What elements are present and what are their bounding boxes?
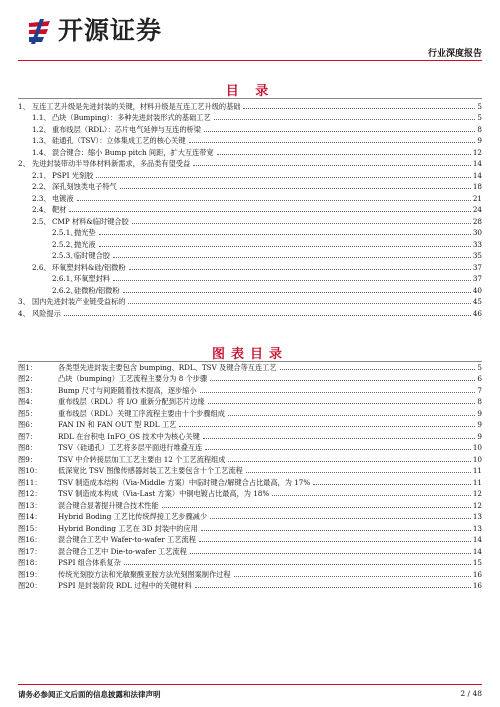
entry-title: TSV（硅通孔）工艺将多层平面进行堆叠互连: [58, 443, 203, 452]
toc-entry[interactable]: [18, 168, 482, 180]
entry-number: 1.1、: [32, 113, 51, 122]
entry-number: 2.6、: [32, 262, 51, 272]
figure-entry[interactable]: [18, 579, 482, 591]
entry-page: 12: [472, 147, 482, 157]
figure-entry[interactable]: [18, 533, 482, 545]
dot-leader: [123, 292, 471, 293]
entry-title: 混合键合工艺中 Wafer-to-wafer 工艺流程: [58, 535, 196, 544]
entry-title: 混合键合工艺中 Die-to-wafer 工艺流程: [58, 546, 187, 556]
figure-entry[interactable]: [18, 498, 482, 510]
dot-leader: [246, 472, 471, 473]
figure-entry[interactable]: [18, 395, 482, 407]
entry-number: 2.1、: [32, 170, 51, 180]
entry-title: PSPI 组合体系复杂: [58, 558, 121, 567]
entry-page: 33: [472, 239, 482, 249]
entry-page: 8: [477, 397, 482, 406]
dot-leader: [203, 438, 476, 439]
dot-leader: [214, 119, 476, 120]
figure-entry[interactable]: [18, 567, 482, 579]
toc-entry[interactable]: [18, 272, 482, 284]
entry-number: 图9：: [18, 454, 37, 464]
entry-number: 1.2、: [32, 124, 51, 134]
entry-number: 3、: [18, 297, 30, 306]
entry-title: 传统光刻胶方法和光敏聚酰亚胺方法光刻图案制作过程: [58, 569, 231, 579]
entry-number: 2.5.1、: [52, 228, 78, 237]
toc-entry[interactable]: [18, 191, 482, 203]
toc-entry[interactable]: [18, 260, 482, 272]
entry-number: 图13：: [18, 500, 42, 510]
entry-title: 环氧塑封料&硅/铝微粉: [52, 262, 126, 272]
toc-entry[interactable]: [18, 111, 482, 123]
toc-entry[interactable]: [18, 203, 482, 215]
entry-title: 凸块（bumping）工艺流程主要分为 8 个步骤: [58, 374, 208, 383]
dot-leader: [243, 108, 475, 109]
dot-leader: [179, 426, 475, 427]
toc-entry[interactable]: [18, 249, 482, 261]
figure-entry[interactable]: [18, 406, 482, 418]
figure-entry[interactable]: [18, 510, 482, 522]
entry-number: 图6：: [18, 420, 37, 429]
entry-number: 1.3、: [32, 136, 51, 145]
dot-leader: [124, 564, 471, 565]
entry-page: 9: [477, 408, 482, 418]
entry-title: 硅通孔（TSV）：立体集成工艺的核心关键: [52, 136, 186, 145]
entry-page: 5: [477, 362, 482, 372]
entry-title: Hybrid Boding 工艺比传统焊接工艺步骤减少: [58, 512, 208, 521]
entry-page: 9: [477, 136, 482, 145]
entry-page: 37: [472, 274, 482, 283]
entry-title: 重布线层（RDL）关键工序流程主要由十个步骤组成: [58, 408, 225, 418]
figure-entry[interactable]: [18, 544, 482, 556]
figure-entry[interactable]: [18, 372, 482, 384]
entry-page: 6: [477, 374, 482, 383]
toc-entry[interactable]: [18, 214, 482, 226]
dot-leader: [120, 188, 471, 189]
figure-entry[interactable]: [18, 452, 482, 464]
dot-leader: [99, 246, 471, 247]
entry-title: PSPI 是封装阶段 RDL 过程中的关键材料: [58, 581, 192, 590]
dot-leader: [189, 142, 476, 143]
entry-number: 图19：: [18, 569, 42, 579]
entry-title: 重布线层（RDL）：芯片电气延伸与互连的桥梁: [52, 124, 201, 134]
entry-page: 14: [472, 535, 482, 544]
logo-text: 开源证券: [58, 16, 163, 45]
entry-page: 28: [472, 216, 482, 226]
entry-page: 10: [472, 454, 482, 464]
entry-title: 电镀液: [52, 193, 74, 203]
dot-leader: [205, 449, 471, 450]
entry-title: 靶材: [52, 205, 67, 214]
entry-page: 45: [472, 297, 482, 306]
toc-entry[interactable]: [18, 237, 482, 249]
entry-number: 图16：: [18, 535, 42, 544]
dot-leader: [193, 165, 471, 166]
figure-entry[interactable]: [18, 360, 482, 372]
dot-leader: [199, 541, 471, 542]
dot-leader: [195, 587, 471, 588]
entry-number: 2.3、: [32, 193, 51, 203]
entry-number: 2.6.1、: [52, 274, 78, 283]
toc-entry[interactable]: [18, 134, 482, 146]
entry-title: 深孔刻蚀类电子特气: [52, 182, 117, 191]
dot-leader: [69, 211, 470, 212]
entry-page: 9: [477, 431, 482, 441]
entry-number: 1.4、: [32, 147, 51, 157]
dot-leader: [228, 461, 470, 462]
entry-number: 2.2、: [32, 182, 51, 191]
toc-list: [18, 99, 482, 318]
toc-entry[interactable]: [18, 306, 482, 318]
entry-number: 4、: [18, 308, 30, 318]
toc-entry[interactable]: [18, 283, 482, 295]
entry-number: 2、: [18, 159, 30, 168]
entry-title: TSV 制造成本构成（Via-Last 方案）中铜电镀占比最高，为 18%: [58, 489, 270, 498]
figure-entry[interactable]: [18, 418, 482, 430]
entry-page: 7: [477, 385, 482, 395]
entry-number: 图18：: [18, 558, 42, 567]
entry-page: 24: [472, 205, 482, 214]
entry-number: 2.5.3、: [52, 251, 78, 260]
entry-title: 国内先进封装产业链受益标的: [32, 297, 126, 306]
entry-page: 30: [472, 228, 482, 237]
entry-number: 图1：: [18, 362, 37, 372]
toc-entry[interactable]: [18, 226, 482, 238]
entry-page: 18: [472, 182, 482, 191]
dot-leader: [217, 154, 471, 155]
report-type-label: 行业深度报告: [427, 49, 482, 59]
toc-entry[interactable]: [18, 295, 482, 307]
figure-entry[interactable]: [18, 556, 482, 568]
entry-page: 12: [472, 500, 482, 510]
entry-title: Hybrid Bonding 工艺在 3D 封装中的应用: [58, 523, 198, 533]
entry-title: TSV 中介转接层加工工艺主要由 12 个工艺流程组成: [58, 454, 226, 464]
entry-number: 图4：: [18, 397, 37, 406]
figure-entry[interactable]: [18, 429, 482, 441]
entry-page: 5: [477, 101, 482, 111]
dot-leader: [228, 415, 476, 416]
entry-number: 图10：: [18, 466, 42, 475]
figure-entry[interactable]: [18, 521, 482, 533]
dot-leader: [200, 392, 476, 393]
entry-page: 11: [472, 466, 482, 475]
entry-number: 图8：: [18, 443, 37, 452]
entry-number: 图12：: [18, 489, 42, 498]
entry-number: 图3：: [18, 385, 37, 395]
entry-title: 临时键合胶: [74, 251, 110, 260]
entry-title: Bump 尺寸与间距随着技术提高，逐步缩小: [58, 385, 197, 395]
dot-leader: [272, 495, 471, 496]
entry-title: 重布线层（RDL）将 I/O 重新分配到芯片边缘: [58, 397, 205, 406]
entry-number: 2.5、: [32, 216, 51, 226]
entry-title: FAN IN 和 FAN OUT 型 RDL 工艺: [58, 420, 177, 429]
footer-page-number: 2 / 48: [460, 689, 482, 698]
dot-leader: [128, 303, 470, 304]
dot-leader: [210, 518, 471, 519]
dot-leader: [204, 131, 476, 132]
entry-number: 图14：: [18, 512, 42, 521]
dot-leader: [280, 369, 476, 370]
company-logo: [26, 16, 162, 46]
entry-page: 15: [472, 558, 482, 567]
entry-page: 35: [472, 251, 482, 260]
entry-title: 混合键合：缩小 Bump pitch 间距，扩大互连带宽: [52, 147, 214, 157]
dot-leader: [64, 315, 471, 316]
entry-page: 13: [472, 512, 482, 521]
figure-entry[interactable]: [18, 441, 482, 453]
dot-leader: [99, 234, 471, 235]
entry-title: 抛光液: [74, 239, 96, 249]
toc-entry[interactable]: [18, 145, 482, 157]
entry-page: 16: [472, 569, 482, 579]
dot-leader: [234, 576, 471, 577]
entry-page: 12: [472, 489, 482, 498]
dot-leader: [313, 484, 471, 485]
dot-leader: [96, 177, 471, 178]
entry-page: 14: [472, 159, 482, 168]
entry-title: 风险提示: [32, 308, 61, 318]
dot-leader: [210, 380, 475, 381]
entry-page: 21: [472, 193, 482, 203]
entry-title: 先进封装带动半导体材料新需求，多品类有望受益: [32, 159, 191, 168]
entry-title: 互连工艺升级是先进封装的关键，材料升级是互连工艺升级的基础: [32, 101, 241, 111]
figure-entry[interactable]: [18, 464, 482, 476]
entry-number: 图2：: [18, 374, 37, 383]
entry-page: 37: [472, 262, 482, 272]
entry-title: 环氧塑封料: [74, 274, 110, 283]
figure-entry[interactable]: [18, 383, 482, 395]
entry-page: 9: [477, 420, 482, 429]
entry-page: 40: [472, 285, 482, 295]
entry-page: 13: [472, 523, 482, 533]
entry-title: RDL 在台积电 InFO_OS 技术中为核心关键: [58, 431, 200, 441]
entry-title: 混合键合显著提升键合技术性能: [58, 500, 159, 510]
entry-page: 5: [477, 113, 482, 122]
entry-number: 图11：: [18, 477, 42, 487]
toc-entry[interactable]: [18, 157, 482, 169]
entry-number: 2.4、: [32, 205, 51, 214]
entry-number: 图7：: [18, 431, 37, 441]
dot-leader: [132, 223, 471, 224]
logo-mark-icon: [26, 17, 54, 45]
figure-entry[interactable]: [18, 487, 482, 499]
figures-title: 图表目录: [211, 347, 288, 362]
figures-list: [18, 360, 482, 590]
toc-entry[interactable]: [18, 99, 482, 111]
footer-divider: [18, 684, 482, 685]
dot-leader: [162, 507, 471, 508]
entry-title: CMP 材料&临时键合胶: [52, 216, 129, 226]
toc-entry[interactable]: [18, 122, 482, 134]
entry-page: 10: [472, 443, 482, 452]
entry-title: 凸块（Bumping）：多种先进封装形式的基础工艺: [52, 113, 211, 122]
entry-title: 硅微粉/铝微粉: [74, 285, 120, 295]
entry-number: 2.5.2、: [52, 239, 78, 249]
entry-title: TSV 制造成本结构（Via-Middle 方案）中临时键合/解键合占比最高，为 17%: [58, 477, 311, 487]
entry-title: 低深宽比 TSV 图像传感器封装工艺主要包含十个工艺流程: [58, 466, 243, 475]
entry-page: 14: [472, 546, 482, 556]
dot-leader: [113, 257, 471, 258]
dot-leader: [77, 200, 471, 201]
toc-entry[interactable]: [18, 180, 482, 192]
entry-number: 图20：: [18, 581, 42, 590]
entry-number: 图15：: [18, 523, 42, 533]
toc-title: 目 录: [225, 84, 275, 99]
entry-title: PSPI 光刻胶: [52, 170, 94, 180]
entry-page: 16: [472, 581, 482, 590]
entry-page: 14: [472, 170, 482, 180]
dot-leader: [208, 403, 476, 404]
entry-number: 图17：: [18, 546, 42, 556]
entry-number: 1、: [18, 101, 30, 111]
dot-leader: [190, 553, 471, 554]
entry-title: 抛光垫: [74, 228, 96, 237]
header-divider: [18, 60, 482, 61]
figure-entry[interactable]: [18, 475, 482, 487]
entry-number: 图5：: [18, 408, 37, 418]
dot-leader: [129, 269, 471, 270]
entry-page: 11: [472, 477, 482, 487]
dot-leader: [201, 530, 471, 531]
dot-leader: [113, 280, 471, 281]
entry-page: 8: [477, 124, 482, 134]
entry-page: 46: [472, 308, 482, 318]
footer-disclaimer: 请务必参阅正文后面的信息披露和法律声明: [18, 690, 161, 699]
entry-number: 2.6.2、: [52, 285, 78, 295]
entry-title: 各类型先进封装主要包含 bumping、RDL、TSV 及键合等互连工艺: [58, 362, 277, 372]
